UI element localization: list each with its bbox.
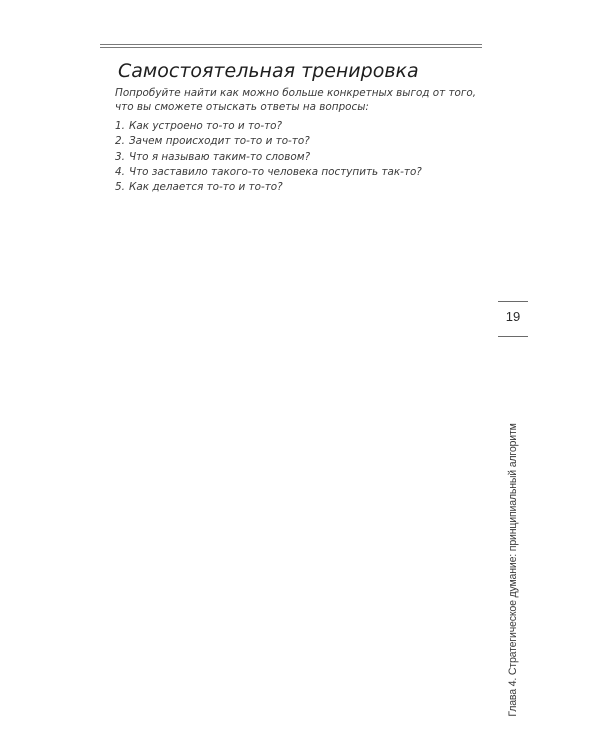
list-item-text: Что заставило такого-то человека поступить так-то? [129,165,422,178]
list-item-number: 3. [115,150,125,163]
page-number-rule-lower [498,336,528,337]
intro-paragraph: Попробуйте найти как можно больше конкретных выгод от того, что вы сможете отыскать ответы на вопросы: [115,87,477,113]
list-item [115,119,422,134]
list-item-text: Зачем происходит то-то и то-то? [129,135,310,148]
list-item-number: 4. [115,165,125,178]
page-number: 19 [505,309,521,324]
questions-list [115,119,422,195]
list-item [115,134,422,149]
list-item-text: Что я называю таким-то словом? [129,150,311,163]
list-item-number: 5. [115,181,125,194]
running-header: Глава 4. Стратегическое думание: принципиальный алгоритм [507,423,519,717]
list-item [115,180,422,195]
list-item [115,165,422,180]
list-item-text: Как делается то-то и то-то? [129,181,283,194]
list-item-number: 2. [115,135,125,148]
top-rule-lower [100,47,482,48]
top-rule-upper [100,44,482,45]
list-item-text: Как устроено то-то и то-то? [129,120,283,132]
list-item-number: 1. [115,120,125,132]
section-title: Самостоятельная тренировка [118,60,419,82]
list-item [115,150,422,165]
page-number-rule-upper [498,301,528,302]
